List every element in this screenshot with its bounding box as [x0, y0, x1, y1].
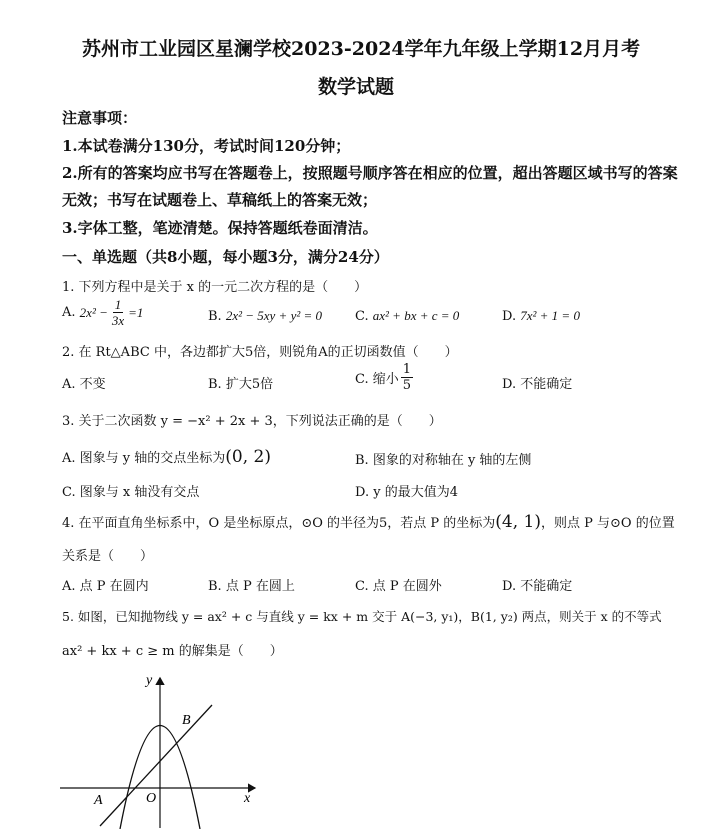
notice-item-2-cont: 无效；书写在试题卷上、草稿纸上的答案无效； — [62, 191, 378, 209]
question-1-option-a: A. 2x² − $\frac{1}{3x}$ =1 — [62, 297, 144, 328]
question-4-stem-cont: 关系是（ ） — [62, 549, 154, 564]
exam-subtitle: 数学试题 — [318, 76, 395, 98]
notice-item-1: 1.本试卷满分130分，考试时间120分钟； — [62, 137, 351, 155]
fraction: $\frac{1}{5}$ — [402, 362, 412, 393]
question-4-option-b: B. 点 P 在圆上 — [208, 579, 295, 594]
point-a-label: A — [94, 793, 103, 808]
question-1-option-b: B. 2x² − 5xy + y² = 0 — [208, 308, 323, 324]
question-2-stem: 2. 在 Rt△ABC 中，各边都扩大5倍，则锐角A的正切函数值（ ） — [62, 345, 458, 360]
notice-item-2: 2.所有的答案均应书写在答题卷上，按照题号顺序答在相应的位置，超出答题区域书写的答案 — [62, 164, 678, 182]
question-5-stem: 5. 如图，已知抛物线 y = ax² + c 与直线 y = kx + m 交于 A(−3, y₁)，B(1, y₂) 两点，则关于 x 的不等式 — [62, 609, 662, 624]
question-3-option-b: B. 图象的对称轴在 y 轴的左侧 — [355, 453, 532, 468]
x-axis-label: x — [244, 791, 251, 806]
question-2-option-b: B. 扩大5倍 — [208, 377, 274, 392]
notice-heading: 注意事项： — [62, 109, 138, 127]
point-b-label: B — [182, 713, 191, 728]
question-4-option-a: A. 点 P 在圆内 — [62, 579, 149, 594]
fraction: $\frac{1}{3x}$ — [111, 297, 125, 328]
y-axis-label: y — [146, 673, 153, 688]
section-heading: 一、单选题（共8小题，每小题3分，满分24分） — [62, 248, 389, 266]
question-2-option-a: A. 不变 — [62, 377, 106, 392]
question-3-option-d: D. y 的最大值为4 — [355, 485, 458, 500]
question-4-option-d: D. 不能确定 — [502, 579, 573, 594]
question-3-stem: 3. 关于二次函数 y = −x² + 2x + 3，下列说法正确的是（ ） — [62, 414, 442, 429]
question-2-option-d: D. 不能确定 — [502, 377, 573, 392]
question-1-stem: 1. 下列方程中是关于 x 的一元二次方程的是（ ） — [62, 280, 368, 295]
question-1-option-c: C. ax² + bx + c = 0 — [355, 308, 460, 324]
question-4-option-c: C. 点 P 在圆外 — [355, 579, 442, 594]
question-3-option-c: C. 图象与 x 轴没有交点 — [62, 485, 200, 500]
origin-label: O — [146, 791, 157, 806]
question-3-option-a: A. 图象与 y 轴的交点坐标为(0, 2) — [62, 447, 271, 467]
question-1-option-d: D. 7x² + 1 = 0 — [502, 308, 580, 324]
question-4-stem: 4. 在平面直角坐标系中，O 是坐标原点，⊙O 的半径为5，若点 P 的坐标为(4, 1)，则点 P 与⊙O 的位置 — [62, 512, 675, 532]
question-2-option-c: C. 缩小 $\frac{1}{5}$ — [355, 362, 412, 393]
exam-title: 苏州市工业园区星澜学校2023-2024学年九年级上学期12月月考 — [82, 38, 641, 60]
notice-item-3: 3.字体工整，笔迹清楚。保持答题纸卷面清洁。 — [62, 219, 378, 237]
question-5-stem-cont: ax² + kx + c ≥ m 的解集是（ ） — [62, 644, 283, 659]
parabola-line-figure — [60, 668, 270, 829]
